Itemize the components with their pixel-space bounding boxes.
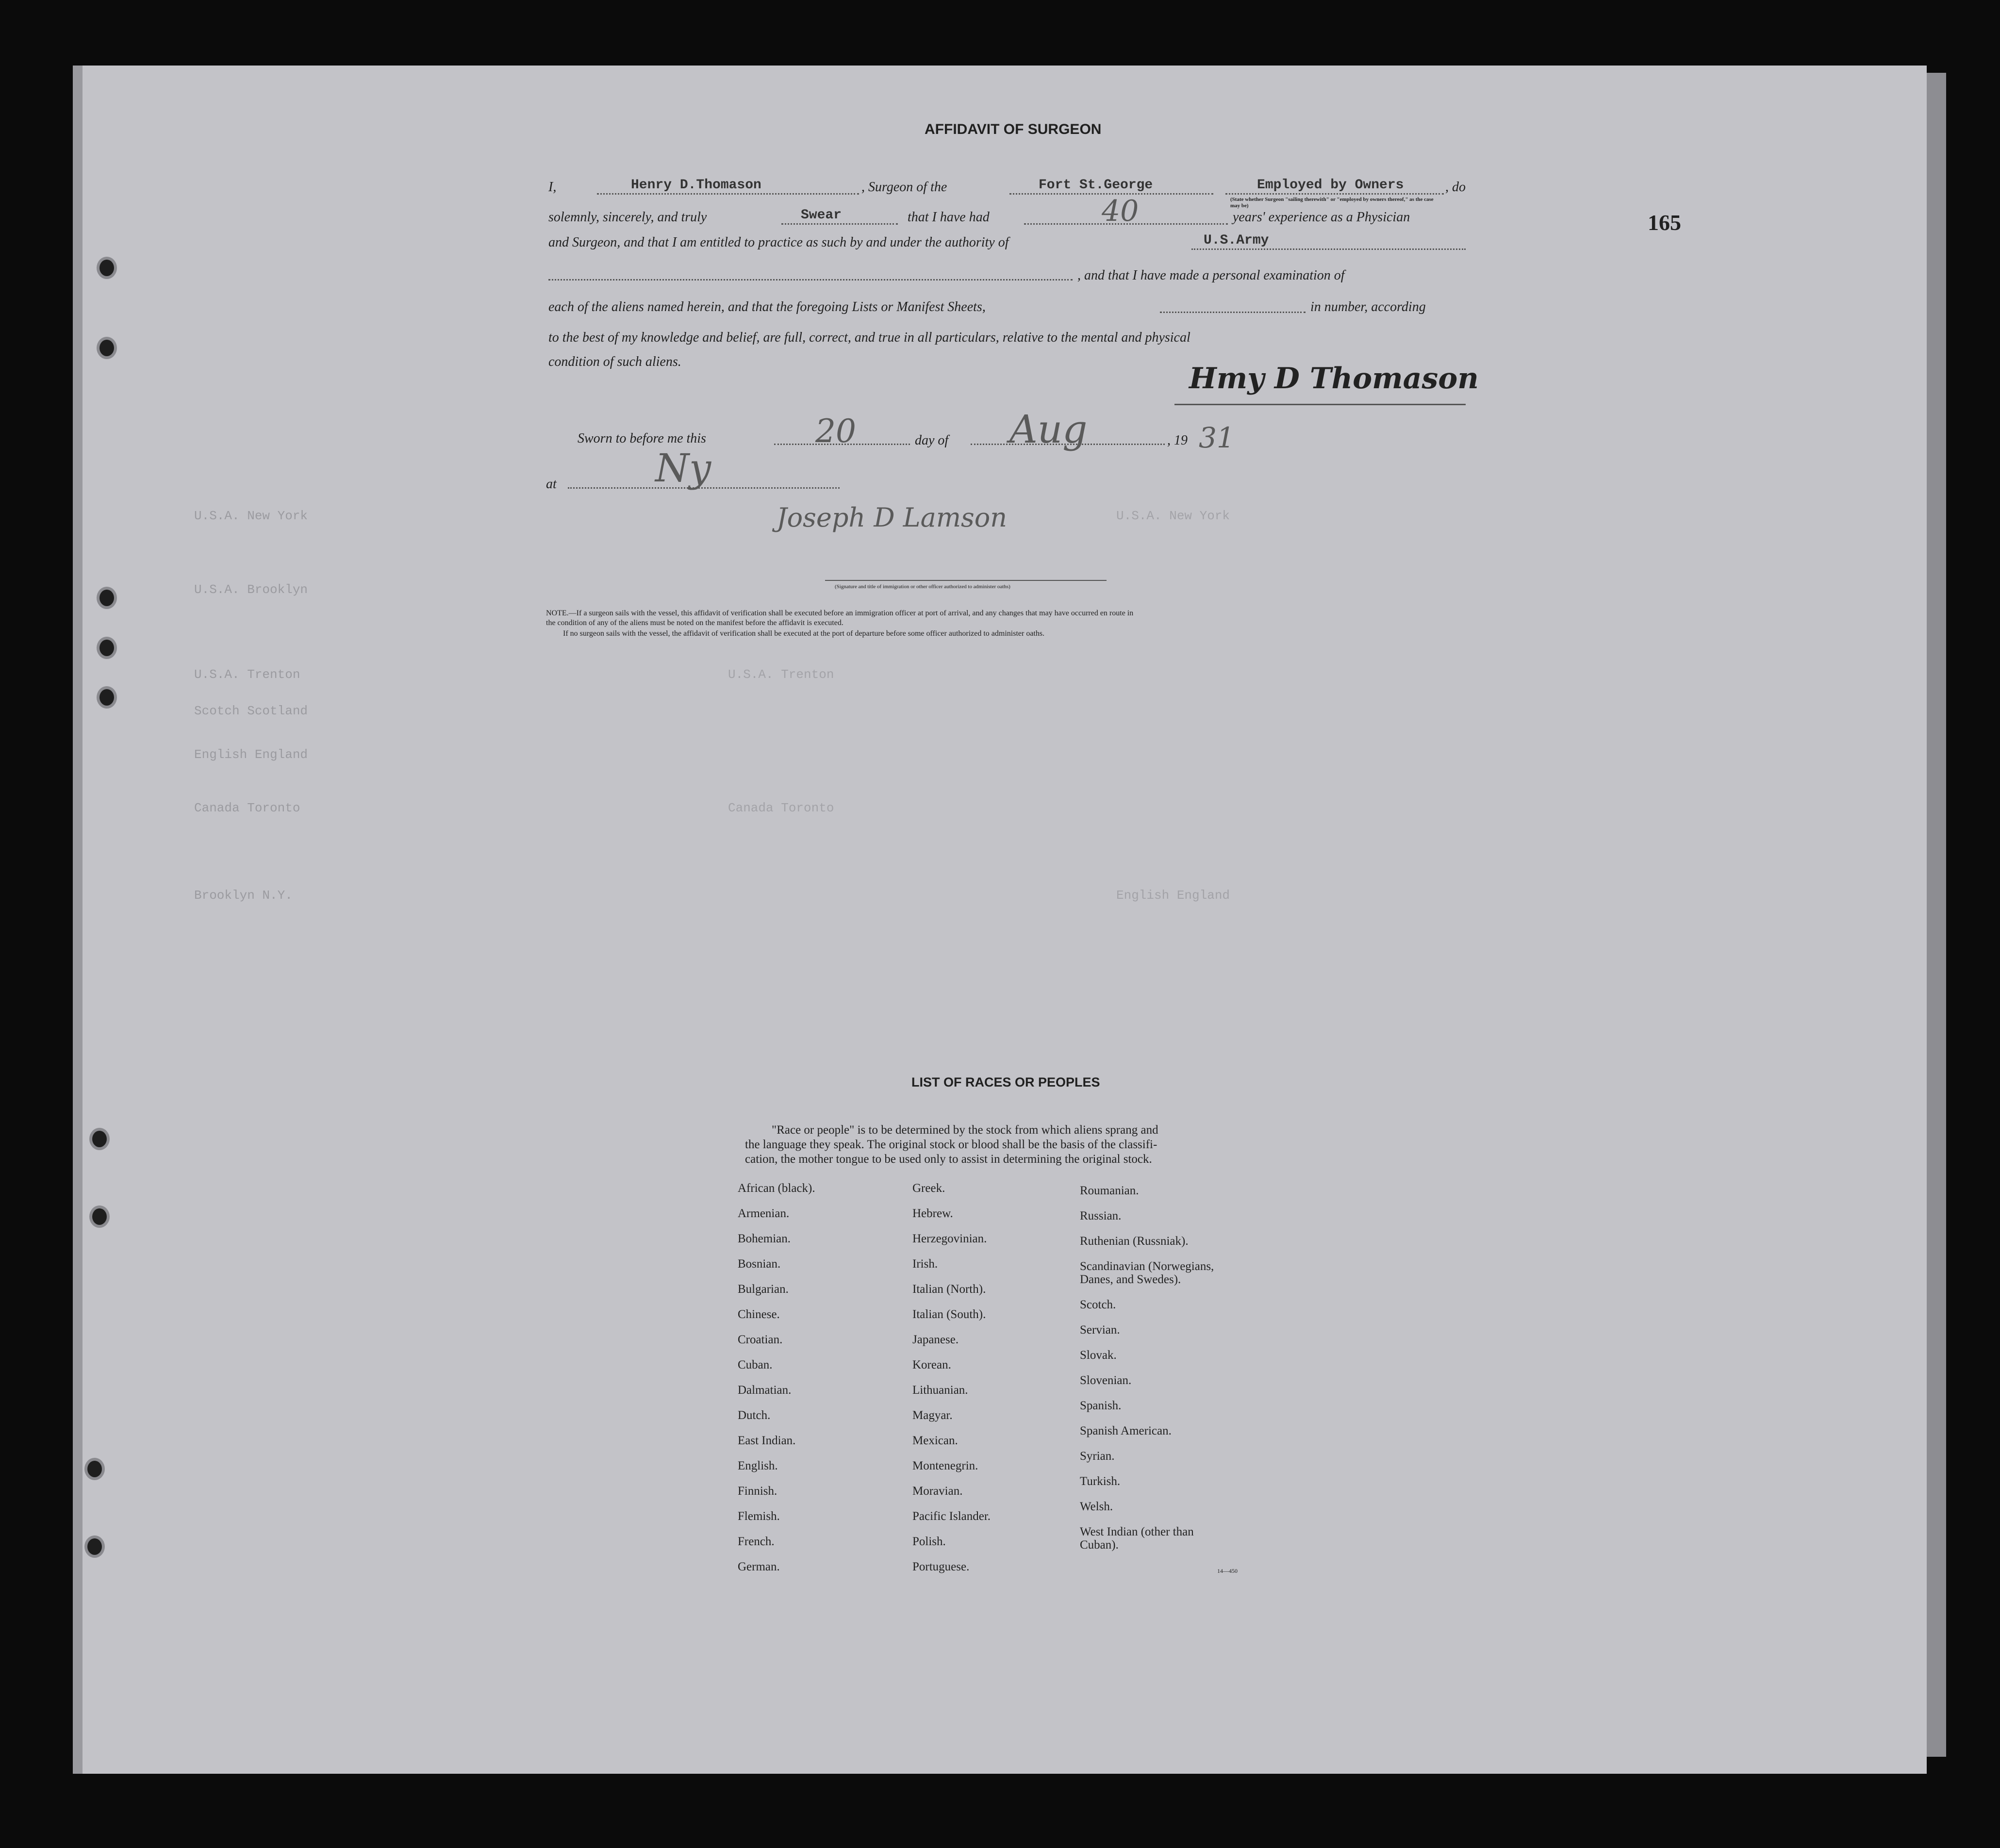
bleed-through-text: Canada Toronto bbox=[194, 801, 300, 815]
race-item: Turkish. bbox=[1080, 1475, 1121, 1488]
sheet-left-edge bbox=[73, 66, 83, 1774]
race-item: Korean. bbox=[912, 1358, 951, 1371]
race-item: Finnish. bbox=[738, 1485, 777, 1498]
bleed-through-text: U.S.A. New York bbox=[1116, 509, 1230, 523]
race-item: Slovenian. bbox=[1080, 1374, 1132, 1387]
race-item: Slovak. bbox=[1080, 1349, 1117, 1362]
binding-hole-icon bbox=[99, 340, 114, 356]
surgeon-name: Henry D.Thomason bbox=[631, 178, 761, 193]
affidavit-text: , do bbox=[1445, 180, 1466, 195]
race-item: Bohemian. bbox=[738, 1232, 791, 1245]
race-item: Italian (South). bbox=[912, 1308, 986, 1321]
bleed-through-text: English England bbox=[1116, 888, 1230, 903]
affidavit-text: at bbox=[546, 477, 557, 492]
races-title: LIST OF RACES OR PEOPLES bbox=[911, 1075, 1100, 1089]
form-number: 14—450 bbox=[1217, 1568, 1238, 1574]
race-item: Russian. bbox=[1080, 1209, 1122, 1222]
race-item: Cuban). bbox=[1080, 1538, 1119, 1551]
race-item: Greek. bbox=[912, 1182, 945, 1195]
page-number: 165 bbox=[1648, 210, 1681, 235]
race-item: Pacific Islander. bbox=[912, 1510, 991, 1523]
race-item: Spanish American. bbox=[1080, 1424, 1172, 1437]
race-item: Moravian. bbox=[912, 1485, 963, 1498]
sheets-count-line bbox=[1160, 312, 1306, 313]
officer-caption: (Signature and title of immigration or other officer authorized to administer oaths) bbox=[835, 584, 1010, 590]
race-item: East Indian. bbox=[738, 1434, 796, 1447]
race-item: West Indian (other than bbox=[1080, 1525, 1194, 1538]
race-item: Bosnian. bbox=[738, 1257, 781, 1270]
affidavit-text: each of the aliens named herein, and that the foregoing Lists or Manifest Sheets, bbox=[548, 299, 986, 314]
years-handwritten: 40 bbox=[1102, 194, 1139, 228]
bleed-through-text: U.S.A. Trenton bbox=[194, 667, 300, 682]
race-item: Scotch. bbox=[1080, 1298, 1116, 1311]
employment-line bbox=[1225, 193, 1444, 195]
race-item: Magyar. bbox=[912, 1409, 953, 1422]
affidavit-text: I, bbox=[548, 180, 557, 195]
bleed-through-text: U.S.A. Trenton bbox=[728, 667, 834, 682]
race-item: African (black). bbox=[738, 1182, 815, 1195]
race-item: Croatian. bbox=[738, 1333, 783, 1346]
races-intro: the language they speak. The original stock or blood shall be the basis of the classifi- bbox=[745, 1138, 1157, 1151]
affidavit-text: Sworn to before me this bbox=[578, 431, 706, 446]
affidavit-text: condition of such aliens. bbox=[548, 354, 681, 369]
race-item: Cuban. bbox=[738, 1358, 773, 1371]
race-item: Montenegrin. bbox=[912, 1459, 978, 1472]
race-item: Hebrew. bbox=[912, 1207, 953, 1220]
bleed-through-text: Brooklyn N.Y. bbox=[194, 888, 293, 903]
sworn-day: 20 bbox=[815, 412, 856, 450]
note-line-3: If no surgeon sails with the vessel, the affidavit of verification shall be executed at the port of departure before some officer authorized to administer oaths. bbox=[563, 629, 1045, 638]
employment-note: (State whether Surgeon "sailing therewith" or "employed by owners thereof," as the case may be) bbox=[1230, 197, 1434, 209]
binding-hole-icon bbox=[92, 1208, 107, 1225]
affidavit-text: and Surgeon, and that I am entitled to practice as such by and under the authority of bbox=[548, 235, 1009, 250]
note-line-2: the condition of any of the aliens must be noted on the manifest before the affidavit is executed. bbox=[546, 619, 843, 627]
binding-hole-icon bbox=[87, 1461, 102, 1477]
bleed-through-text: U.S.A. Brooklyn bbox=[194, 582, 308, 597]
affidavit-text: solemnly, sincerely, and truly bbox=[548, 210, 707, 225]
officer-signature: Joseph D Lamson bbox=[777, 502, 1008, 533]
oath-line bbox=[781, 223, 898, 225]
employment-status: Employed by Owners bbox=[1257, 178, 1404, 193]
race-item: Servian. bbox=[1080, 1323, 1120, 1336]
race-item: Dalmatian. bbox=[738, 1384, 792, 1397]
races-intro: cation, the mother tongue to be used only to assist in determining the original stock. bbox=[745, 1153, 1152, 1166]
binding-hole-icon bbox=[99, 640, 114, 656]
binding-hole-icon bbox=[99, 590, 114, 606]
bleed-through-text: U.S.A. New York bbox=[194, 509, 308, 523]
affidavit-text: to the best of my knowledge and belief, are full, correct, and true in all particulars, relative to the mental and physical bbox=[548, 330, 1190, 345]
race-item: Syrian. bbox=[1080, 1450, 1115, 1463]
affidavit-text: , Surgeon of the bbox=[861, 180, 947, 195]
race-item: Mexican. bbox=[912, 1434, 958, 1447]
affidavit-text: in number, according bbox=[1310, 299, 1426, 314]
affidavit-text: years' experience as a Physician bbox=[1233, 210, 1410, 225]
race-item: Danes, and Swedes). bbox=[1080, 1273, 1181, 1286]
sworn-year: 31 bbox=[1199, 421, 1235, 454]
bleed-through-text: Canada Toronto bbox=[728, 801, 834, 815]
binding-hole-icon bbox=[92, 1131, 107, 1147]
race-item: Portuguese. bbox=[912, 1560, 970, 1573]
note-line-1: NOTE.—If a surgeon sails with the vessel, this affidavit of verification shall be executed before an immigration officer at port of arrival, and any changes that may have occurred en route in bbox=[546, 609, 1134, 617]
race-item: English. bbox=[738, 1459, 778, 1472]
race-item: German. bbox=[738, 1560, 780, 1573]
bleed-through-text: English England bbox=[194, 747, 308, 762]
binding-hole-icon bbox=[99, 260, 114, 276]
race-item: Ruthenian (Russniak). bbox=[1080, 1235, 1189, 1248]
race-item: Polish. bbox=[912, 1535, 946, 1548]
affidavit-text: , and that I have made a personal examination of bbox=[1077, 268, 1345, 283]
race-item: Herzegovinian. bbox=[912, 1232, 987, 1245]
vessel-name: Fort St.George bbox=[1039, 178, 1153, 193]
affidavit-title: AFFIDAVIT OF SURGEON bbox=[925, 121, 1102, 137]
race-item: Bulgarian. bbox=[738, 1283, 789, 1296]
sheet-right-edge bbox=[1927, 73, 1946, 1757]
affidavit-text: , 19 bbox=[1167, 433, 1188, 448]
sworn-month: Aug bbox=[1009, 407, 1088, 452]
affidavit-text: that I have had bbox=[908, 210, 990, 225]
races-intro: "Race or people" is to be determined by the stock from which aliens sprang and bbox=[772, 1123, 1158, 1137]
officer-signature-line bbox=[825, 580, 1107, 581]
authority-line bbox=[1191, 248, 1466, 250]
race-item: Armenian. bbox=[738, 1207, 790, 1220]
bleed-through-text: Scotch Scotland bbox=[194, 704, 308, 718]
race-item: Dutch. bbox=[738, 1409, 771, 1422]
binding-hole-icon bbox=[99, 689, 114, 706]
race-item: Flemish. bbox=[738, 1510, 780, 1523]
race-item: Spanish. bbox=[1080, 1399, 1122, 1412]
binding-hole-icon bbox=[87, 1538, 102, 1555]
race-item: French. bbox=[738, 1535, 775, 1548]
surgeon-name-line bbox=[597, 193, 859, 195]
signature-line bbox=[1174, 404, 1466, 405]
authority: U.S.Army bbox=[1204, 233, 1269, 248]
race-item: Irish. bbox=[912, 1257, 938, 1270]
race-item: Italian (North). bbox=[912, 1283, 986, 1296]
race-item: Japanese. bbox=[912, 1333, 959, 1346]
race-item: Roumanian. bbox=[1080, 1184, 1139, 1197]
affidavit-text: day of bbox=[915, 433, 949, 448]
authority-continued-line bbox=[548, 279, 1073, 280]
race-item: Lithuanian. bbox=[912, 1384, 968, 1397]
race-item: Welsh. bbox=[1080, 1500, 1113, 1513]
race-item: Scandinavian (Norwegians, bbox=[1080, 1260, 1214, 1273]
sworn-place: Ny bbox=[655, 446, 711, 491]
race-item: Chinese. bbox=[738, 1308, 780, 1321]
surgeon-signature: Hmy D Thomason bbox=[1189, 362, 1479, 396]
oath-word: Swear bbox=[801, 208, 842, 223]
document-sheet bbox=[83, 66, 1927, 1774]
